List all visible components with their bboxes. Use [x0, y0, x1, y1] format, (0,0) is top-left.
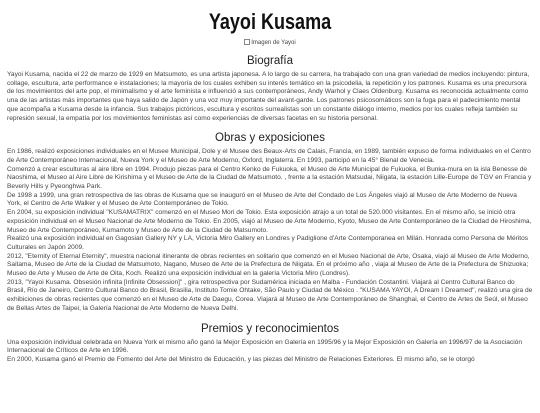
works-paragraph: 2013, "Yayoi Kusama. Obsesión infinita [Infinite Obsession]" , gira retrospectiva por Sudamérica iniciada en Malba - Fundación Costantini. Viajará al Centro Cultural Banco do Brasil, Río de Janeiro, Centro Cultural Banco do Brasil, Brasilia, Instituto Tomie Ohtake, São Paulo y Ciudad de México . "KUSAMA YAYOI, A Dream I Dreamed", realizó una gira de exhibiciones de obras recientes que comenzó en el Museo de Arte de Daegu, Corea. Viajará al Museo de Arte Contemporáneo de Shanghai, el Centro de Artes de Seúl, el Museo de Bellas Artes de Taipei, la Galería Nacional de Arte Moderno de Nueva Delhi.: [7, 278, 533, 312]
works-heading: Obras y exposiciones: [215, 132, 325, 145]
works-paragraph: Realizó una exposición individual en Gagosian Gallery NY y LA, Victoria Miro Gallery en Londres y Padiglione d'Arte Contemporanea en Milán. Honrada como Persona de Méritos Culturales en Japón 2009.: [7, 235, 529, 251]
awards-paragraph: Una exposición individual celebrada en Nueva York el mismo año ganó la Mejor Exposición en Galería en 1995/96 y la Mejor Exposición en Galería en 1996/97 de la Asociación Internacional de Críticos de Arte en 1996.: [7, 338, 522, 355]
works-paragraph: De 1998 a 1999, una gran retrospectiva de las obras de Kusama que se inauguró en el Museo de Arte del Condado de Los Ángeles viajó al Museo de Arte Moderno de Nueva York, el Centro de Arte Walker y el Museo de Arte Contemporáneo de Tokio.: [7, 191, 517, 208]
biography-section: [7, 54, 533, 123]
awards-heading: Premios y reconocimientos: [200, 322, 340, 335]
page-title: Yayoi Kusama: [208, 9, 332, 34]
artist-image: [7, 39, 533, 47]
page: [0, 8, 540, 362]
works-paragraph: 2012, "Eternity of Eternal Eternity", muestra nacional itinerante de obras recientes en solitario que comenzó en el Museo Nacional de Arte, Osaka, viajó al Museo de Arte Moderno, Saitama, Museo de Arte de la Ciudad de Matsumoto, Nagano, Museo de Arte de la Prefectura de Niigata. En el próximo año , viaja al Museo de Arte de la Prefectura de Shizuoka; Museo de Arte y Museo de Arte de Oita, Koch. Realizó una exposición individual en la galería Victoria Miro (Londres).: [7, 252, 530, 278]
works-section: [7, 131, 533, 313]
works-paragraph: En 1986, realizó exposiciones individuales en el Musee Municipal, Dole y el Musee des Beaux-Arts de Calais, Francia, en 1989, también expuso de forma individuales en el Centro de Arte Contemporáneo Internacional, Nueva York y el Museo de Arte Moderno, Oxford, Inglaterra. En 1993, participó en la 45° Bienal de Venecia.: [7, 148, 531, 164]
awards-section: [7, 322, 533, 362]
works-paragraph: En 2004, su exposición individual "KUSAMATRIX" comenzó en el Museo Mori de Tokio. Esta exposición atrajo a un total de 520.000 visitantes. En el mismo año, se inició otra exposición individual en el Museo Nacional de Arte Moderno de Tokio. En 2005, viajó al Museo de Arte Moderno, Kyoto, Museo de Arte Contemporáneo de la Ciudad de Hiroshima, Museo de Arte Contemporáneo, Kumamoto y Museo de Arte de la Ciudad de Matsumoto.: [7, 209, 532, 234]
biography-heading: Biografía: [246, 55, 294, 67]
broken-image-icon: [244, 39, 250, 45]
biography-text: Yayoi Kusama, nacida el 22 de marzo de 1929 en Matsumoto, es una artista japonesa. A lo largo de su carrera, ha trabajado con una gran variedad de medios incluyendo: pintura, collage, escultura, arte performance e instalaciones; la mayoría de los cuales exhiben su interés temático en la psicodelia, la repetición y los patrones. Kusama es una precursora de los movimientos del arte pop, el minimalismo y el arte feminista e influenció a sus contemporáneos, Andy Warhol y Claes Oldenburg. Kusama es reconocida actualmente como una de las artistas más importantes que haya salido de Japón y una voz muy importante del avant-garde. Los patrones psicosomáticos son la fuga para el padecimiento mental que acompaña a Kusama desde la infancia. Sus trabajos pictóricos, escultura y escritos surrealistas son un constante diálogo interno, medios por los cuales refleja también su represión sexual, la empatía por los movimientos feministas así como experiencias de diversas facetas en su historia personal.: [7, 71, 530, 122]
image-alt-text: Imagen de Yayoi: [251, 40, 296, 46]
works-paragraph: Comenzó a crear esculturas al aire libre en 1994. Produjo piezas para el Centro Kenko de Fukuoka, el Museo de Arte Municipal de Fukuoka, el Bunka-mura en la isla Benesse de Naoshima, el Museo al Aire Libre de Kirishima y el Museo de Arte de la Ciudad de Matsumoto. , frente a la estación Matsudai, Niigata, la estación Lille-Europe de TGV en Francia y Beverly Hills y Pyeonghwa Park.: [7, 165, 532, 191]
awards-paragraph: En 2000, Kusama ganó el Premio de Fomento del Arte del Ministro de Educación, y las piezas del Ministro de Relaciones Exteriores. El mismo año, se le otorgó: [7, 355, 475, 363]
